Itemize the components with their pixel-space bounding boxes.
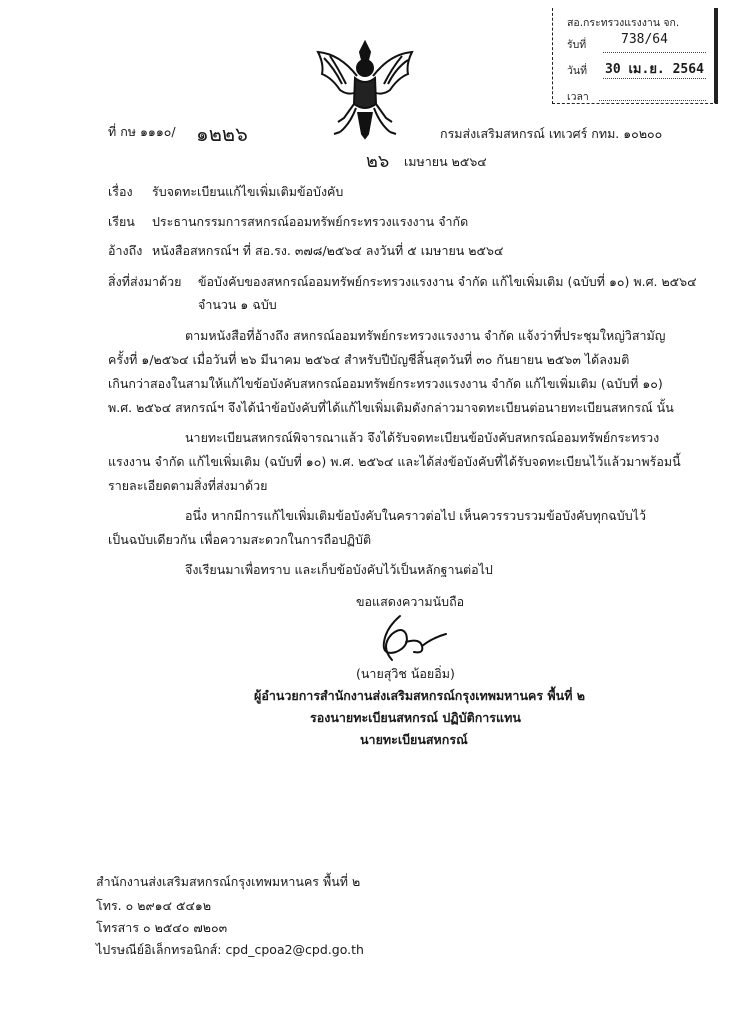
signatory-title-1: ผู้อำนวยการสำนักงานส่งเสริมสหกรณ์กรุงเทพมหานคร พื้นที่ ๒ [254,688,586,703]
body-p3-line-1: อนึ่ง หากมีการแก้ไขเพิ่มเติมข้อบังคับในคราวต่อไป เห็นควรรวบรวมข้อบังคับทุกฉบับไว้ [185,508,646,523]
footer-email: ไปรษณีย์อิเล็กทรอนิกส์: cpd_cpoa2@cpd.go.th [96,942,364,957]
body-p2-line-3: รายละเอียดตามสิ่งที่ส่งมาด้วย [108,478,268,493]
body-p1-line-3: เกินกว่าสองในสามให้แก้ไขข้อบังคับสหกรณ์ออมทรัพย์กระทรวงแรงงาน จำกัด แก้ไขเพิ่มเติม (ฉบับที่ ๑๐) [108,376,663,391]
to-label: เรียน [108,214,135,229]
sender-address: กรมส่งเสริมสหกรณ์ เทเวศร์ กทม. ๑๐๒๐๐ [440,126,663,141]
signatory-title-3: นายทะเบียนสหกรณ์ [360,732,468,747]
date-day-handwritten: ๒๖ [366,151,390,172]
body-p2-line-2: แรงงาน จำกัด แก้ไขเพิ่มเติม (ฉบับที่ ๑๐) พ.ศ. ๒๕๖๔ และได้ส่งข้อบังคับที่ได้รับจดทะเบียนไว้แล้วมาพร้อมนี้ [108,454,681,469]
stamp-time-label: เวลา [567,91,589,103]
subject-label: เรื่อง [108,184,133,199]
body-p3-line-2: เป็นฉบับเดียวกัน เพื่อความสะดวกในการถือปฏิบัติ [108,532,372,547]
body-p2-line-1: นายทะเบียนสหกรณ์พิจารณาแล้ว จึงได้รับจดทะเบียนข้อบังคับสหกรณ์ออมทรัพย์กระทรวง [185,430,660,445]
footer-tel: โทร. ๐ ๒๙๑๔ ๕๔๑๒ [96,898,212,913]
garuda-emblem-icon [310,34,420,144]
stamp-org: สอ.กระทรวงแรงงาน จก. [567,17,680,29]
closing-text: ขอแสดงความนับถือ [356,594,465,609]
subject-text: รับจดทะเบียนแก้ไขเพิ่มเติมข้อบังคับ [152,184,344,199]
reference-label: อ้างถึง [108,243,143,258]
signatory-title-2: รองนายทะเบียนสหกรณ์ ปฏิบัติการแทน [310,710,521,725]
enclosure-line-2: จำนวน ๑ ฉบับ [198,297,277,312]
body-p1-line-2: ครั้งที่ ๑/๒๕๖๔ เมื่อวันที่ ๒๖ มีนาคม ๒๕๖๔ สำหรับปีบัญชีสิ้นสุดวันที่ ๓๐ กันยายน ๒๕๖๓ ได้ลงมติ [108,352,630,367]
receiving-stamp [552,8,718,104]
body-p1-line-1: ตามหนังสือที่อ้างถึง สหกรณ์ออมทรัพย์กระทรวงแรงงาน จำกัด แจ้งว่าที่ประชุมใหญ่วิสามัญ [185,328,666,343]
body-p1-line-4: พ.ศ. ๒๕๖๔ สหกรณ์ฯ จึงได้นำข้อบังคับที่ได้แก้ไขเพิ่มเติมดังกล่าวมาจดทะเบียนต่อนายทะเบียนสหกรณ์ นั้น [108,400,674,415]
stamp-recv-no: 738/64 [621,32,668,47]
to-text: ประธานกรรมการสหกรณ์ออมทรัพย์กระทรวงแรงงาน จำกัด [152,214,469,229]
enclosure-line-1: ข้อบังคับของสหกรณ์ออมทรัพย์กระทรวงแรงงาน จำกัด แก้ไขเพิ่มเติม (ฉบับที่ ๑๐) พ.ศ. ๒๕๖๔ [198,274,697,289]
signatory-name: (นายสุวิช น้อยอิ่ม) [356,666,455,681]
reference-number: ที่ กษ ๑๑๑๐/ [108,124,176,139]
enclosure-label: สิ่งที่ส่งมาด้วย [108,274,182,289]
body-p4: จึงเรียนมาเพื่อทราบ และเก็บข้อบังคับไว้เป็นหลักฐานต่อไป [185,562,493,577]
reference-number-handwritten: ๑๒๒๖ [196,122,248,146]
document-date: เมษายน ๒๕๖๔ [404,154,487,169]
reference-text: หนังสือสหกรณ์ฯ ที่ สอ.รง. ๓๗๘/๒๕๖๔ ลงวันที่ ๕ เมษายน ๒๕๖๔ [152,243,504,258]
footer-fax: โทรสาร ๐ ๒๕๔๐ ๗๒๐๓ [96,920,228,935]
stamp-date-value: 30 เม.ย. 2564 [605,62,704,77]
stamp-recv-label: รับที่ [567,39,587,51]
footer-office: สำนักงานส่งเสริมสหกรณ์กรุงเทพมหานคร พื้นที่ ๒ [96,874,361,889]
handwritten-signature [366,612,456,664]
stamp-date-label: วันที่ [567,65,587,77]
